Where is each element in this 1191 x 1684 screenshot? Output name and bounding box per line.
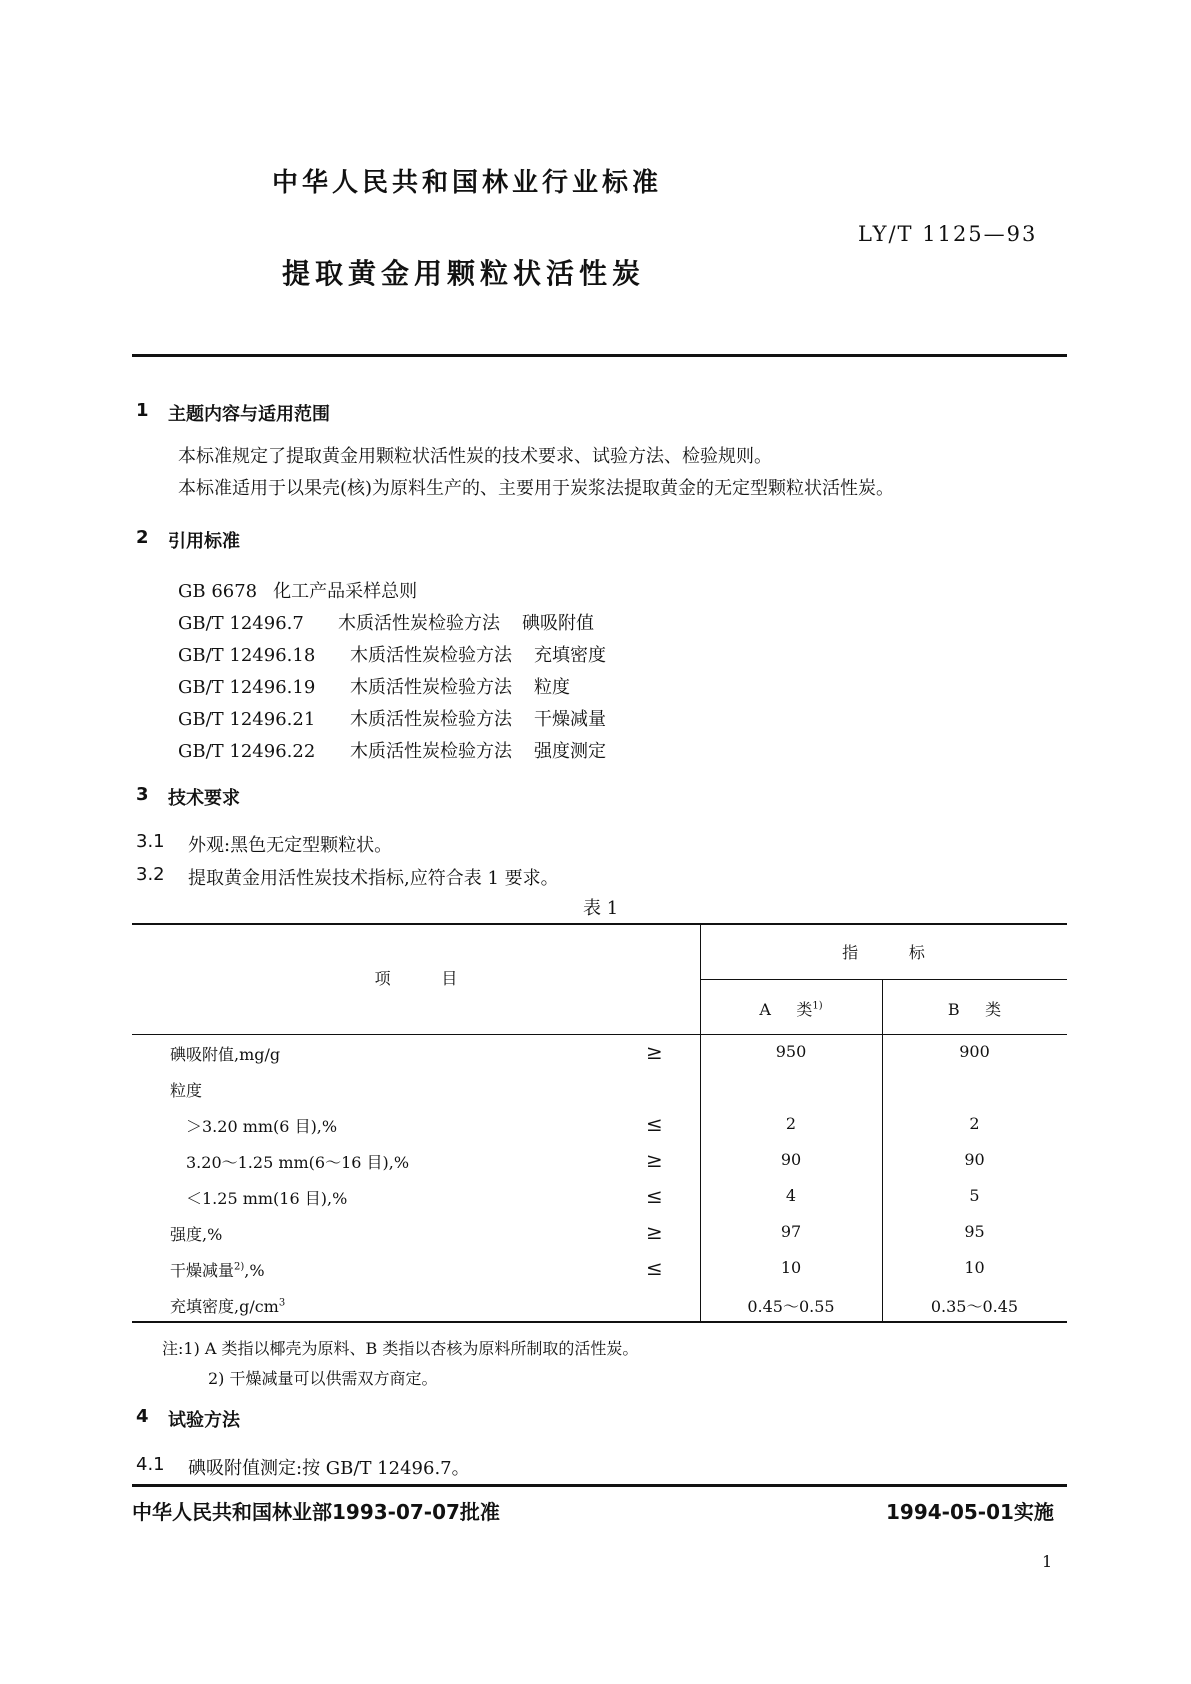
table-header-index: 指 标 [842,943,925,962]
table-cell-a: 10 [780,1258,802,1277]
sec2-number: 2 [136,527,149,548]
footer-rule [132,1484,1067,1487]
table-cell-b: 95 [964,1222,985,1241]
sec1-number: 1 [136,400,149,421]
table-note-2: 2) 干燥减量可以供需双方商定。 [208,1369,438,1388]
ref-item [178,609,594,635]
table-cell-b: 90 [964,1150,985,1169]
table-header-mid-rule [700,979,1067,980]
table-cell-a: 0.45～0.55 [747,1297,835,1316]
sec3-number: 3 [136,784,149,805]
table-row-sign: ≤ [646,1184,663,1208]
ref-title: 化工产品采样总则 [273,581,418,602]
effective-date: 1994-05-01实施 [886,1500,1054,1524]
table-row-sign: ≥ [646,1040,663,1064]
doc-title: 提取黄金用颗粒状活性炭 [282,257,646,290]
table-row-sign: ≥ [646,1220,663,1244]
ref-title: 木质活性炭检验方法 [350,677,512,698]
table-cell-b: 2 [969,1114,980,1133]
class-a-label: A 类 [759,1000,813,1019]
table-row-sign: ≤ [646,1256,663,1280]
ref-title: 木质活性炭检验方法 [350,709,512,730]
approval-line: 中华人民共和国林业部1993-07-07批准 [132,1500,500,1524]
table-top-rule [132,923,1067,925]
ref-item [178,673,570,699]
table-caption: 表 1 [583,898,619,919]
unit-exponent: 3 [278,1297,286,1309]
row-label-tail: ,% [244,1261,265,1280]
ref-code: GB/T 12496.21 [178,709,316,730]
ref-code: GB/T 12496.22 [178,741,316,762]
ref-sub: 粒度 [534,677,570,698]
table-header-bottom-rule [132,1034,1067,1035]
header-rule [132,354,1067,357]
table-cell-a: 4 [785,1186,797,1205]
table-cell-a: 950 [775,1042,807,1061]
page-number: 1 [1042,1552,1053,1571]
table-cell-b: 0.35～0.45 [930,1297,1019,1316]
table-header-class-b: B 类 [947,1000,1002,1019]
ref-item [178,737,606,763]
table-cell-a: 2 [785,1114,797,1133]
sec1-heading: 主题内容与适用范围 [168,404,330,425]
table-row-sign: ≤ [646,1112,663,1136]
table-row-label: 强度,% [170,1225,223,1244]
table-row-label: ＞3.20 mm(6 目),% [186,1117,338,1136]
table-cell-b: 5 [969,1186,980,1205]
table-cell-a: 90 [780,1150,802,1169]
std-number: LY/T 1125—93 [858,222,1038,246]
ref-sub: 干燥减量 [534,709,606,730]
row-label-text: 干燥减量 [170,1261,235,1280]
sec2-heading: 引用标准 [168,531,240,552]
ref-code: GB/T 12496.18 [178,645,316,666]
ref-item [178,705,606,731]
ref-title: 木质活性炭检验方法 [350,645,512,666]
table-row-label: 粒度 [170,1081,203,1100]
ref-code: GB 6678 [178,581,258,602]
ref-sub: 充填密度 [534,645,606,666]
table-row-label: 碘吸附值,mg/g [170,1045,281,1064]
clause-3-2-number: 3.2 [136,864,165,885]
table-cell-b: 10 [964,1258,985,1277]
class-a-footnote-marker: 1) [812,1000,823,1012]
table-row-label [170,1294,285,1317]
sec3-heading: 技术要求 [168,788,240,809]
table-row-label: ＜1.25 mm(16 目),% [186,1189,348,1208]
ref-code: GB/T 12496.19 [178,677,316,698]
table-row-sign: ≥ [646,1148,663,1172]
ref-title: 木质活性炭检验方法 [350,741,512,762]
clause-4-1-text: 碘吸附值测定:按 GB/T 12496.7。 [188,1458,470,1479]
clause-4-1-number: 4.1 [136,1454,165,1475]
table-header-class-a [700,997,882,1020]
sec4-heading: 试验方法 [168,1410,240,1431]
clause-3-1-text: 外观:黑色无定型颗粒状。 [188,835,393,856]
table-cell-a: 97 [780,1222,802,1241]
org-title: 中华人民共和国林业行业标准 [272,168,663,198]
sec1-para-1: 本标准规定了提取黄金用颗粒状活性炭的技术要求、试验方法、检验规则。 [178,446,772,467]
table-row-label: 3.20～1.25 mm(6～16 目),% [186,1153,410,1172]
ref-sub: 碘吸附值 [522,613,594,634]
ref-title: 木质活性炭检验方法 [338,613,500,634]
sec1-para-2: 本标准适用于以果壳(核)为原料生产的、主要用于炭浆法提取黄金的无定型颗粒状活性炭。 [178,478,895,499]
row-label-text: 充填密度,g/cm [170,1297,279,1316]
clause-3-2-text: 提取黄金用活性炭技术指标,应符合表 1 要求。 [188,868,559,889]
ref-item [178,641,606,667]
clause-3-1-number: 3.1 [136,831,165,852]
sec4-number: 4 [136,1406,149,1427]
ref-item [178,577,417,603]
table-bottom-rule [132,1321,1067,1323]
table-row-label [170,1258,265,1281]
table-cell-b: 900 [959,1042,990,1061]
ref-sub: 强度测定 [534,741,606,762]
ref-code: GB/T 12496.7 [178,613,304,634]
table-note-1: 注:1) A 类指以椰壳为原料、B 类指以杏核为原料所制取的活性炭。 [162,1339,639,1358]
table-header-item: 项 目 [374,969,458,988]
row-footnote-marker: 2) [234,1261,245,1273]
